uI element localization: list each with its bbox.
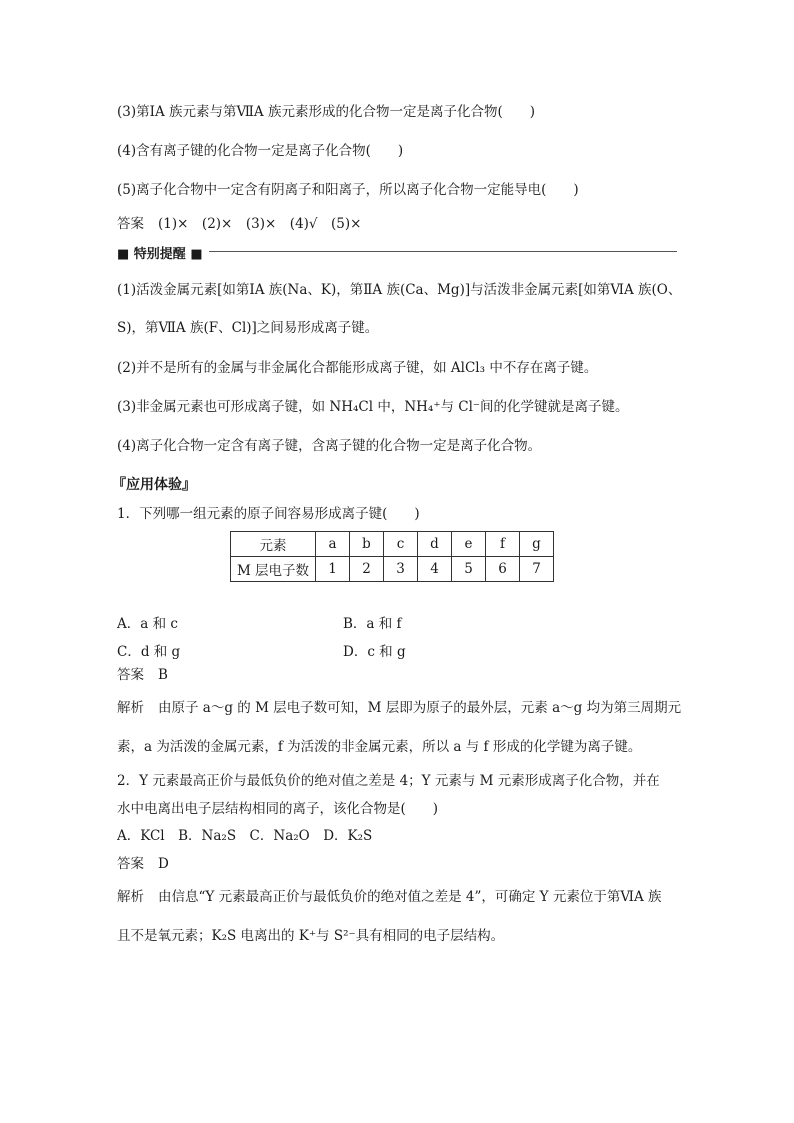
tip-2: (2)并不是所有的金属与非金属化合都能形成离子键，如 AlCl₃ 中不存在离子键。 [117, 360, 598, 376]
statement-4: (4)含有离子键的化合物一定是离子化合物( ) [117, 143, 404, 159]
tips-title: ■ 特别提醒 ■ [117, 243, 209, 262]
table-cell: 3 [384, 557, 418, 582]
table-cell: e [452, 532, 486, 557]
table-cell: d [418, 532, 452, 557]
row-header-element: 元素 [231, 532, 316, 557]
answer-summary [117, 215, 361, 233]
table-cell: 1 [316, 557, 350, 582]
q2-answer-value: D [158, 856, 169, 872]
table-row [231, 532, 554, 557]
answer-summary-text: (1)× (2)× (3)× (4)√ (5)× [158, 216, 362, 232]
q1-answer-value: B [158, 667, 168, 683]
statement-5: (5)离子化合物中一定含有阴离子和阳离子，所以离子化合物一定能导电( ) [117, 182, 579, 198]
table-cell: 6 [486, 557, 520, 582]
table-cell: 7 [520, 557, 554, 582]
analysis-label: 解析 [117, 700, 144, 716]
q2-analysis-2: 且不是氧元素；K₂S 电离出的 K⁺与 S²⁻具有相同的电子层结构。 [117, 928, 505, 944]
answer-label: 答案 [117, 216, 144, 232]
q2-analysis-text-1: 由信息“Y 元素最高正价与最低负价的绝对值之差是 4”，可确定 Y 元素位于第ⅥA 族 [158, 889, 662, 905]
q1-answer [117, 666, 168, 684]
section-title: 『应用体验』 [112, 477, 196, 493]
q2-stem-2: 水中电离出电子层结构相同的离子，该化合物是( ) [117, 801, 439, 817]
tip-3: (3)非金属元素也可形成离子键，如 NH₄Cl 中，NH₄⁺与 Cl⁻间的化学键就是离子键。 [117, 399, 629, 415]
answer-label: 答案 [117, 856, 144, 872]
table-cell: f [486, 532, 520, 557]
statement-3: (3)第ⅠA 族元素与第ⅦA 族元素形成的化合物一定是离子化合物( ) [117, 104, 535, 120]
tips-separator [117, 243, 677, 262]
q2-analysis-1 [117, 888, 662, 906]
q1-analysis-1 [117, 699, 681, 717]
q1-stem: 1．下列哪一组元素的原子间容易形成离子键( ) [117, 506, 420, 522]
tip-1a: (1)活泼金属元素[如第ⅠA 族(Na、K)，第ⅡA 族(Ca、Mg)]与活泼非金属元素[如第ⅥA 族(O、 [117, 282, 682, 298]
analysis-label: 解析 [117, 889, 144, 905]
table-cell: c [384, 532, 418, 557]
q1-analysis-2: 素，a 为活泼的金属元素，f 为活泼的非金属元素，所以 a 与 f 形成的化学键为离子键。 [117, 739, 642, 755]
tip-1b: S)，第ⅦA 族(F、Cl)]之间易形成离子键。 [117, 320, 379, 336]
table-cell: 5 [452, 557, 486, 582]
q2-answer [117, 855, 169, 873]
q1-option-b: B．a 和 f [343, 616, 402, 632]
q1-option-c: C．d 和 g [117, 644, 181, 660]
table-cell: a [316, 532, 350, 557]
q1-option-a: A．a 和 c [117, 616, 178, 632]
q2-stem-1: 2．Y 元素最高正价与最低负价的绝对值之差是 4；Y 元素与 M 元素形成离子化合物，并在 [117, 773, 660, 789]
table-cell: b [350, 532, 384, 557]
row-header-electrons: M 层电子数 [231, 557, 316, 582]
answer-label: 答案 [117, 667, 144, 683]
table-row [231, 557, 554, 582]
tip-4: (4)离子化合物一定含有离子键，含离子键的化合物一定是离子化合物。 [117, 438, 542, 454]
q1-option-d: D．c 和 g [343, 644, 406, 660]
table-cell: 2 [350, 557, 384, 582]
q1-analysis-text-1: 由原子 a～g 的 M 层电子数可知，M 层即为原子的最外层，元素 a～g 均为第三周期元 [158, 700, 682, 716]
table-cell: 4 [418, 557, 452, 582]
table-cell: g [520, 532, 554, 557]
q2-options: A．KCl B．Na₂S C．Na₂O D．K₂S [117, 828, 373, 844]
element-table [230, 531, 554, 582]
